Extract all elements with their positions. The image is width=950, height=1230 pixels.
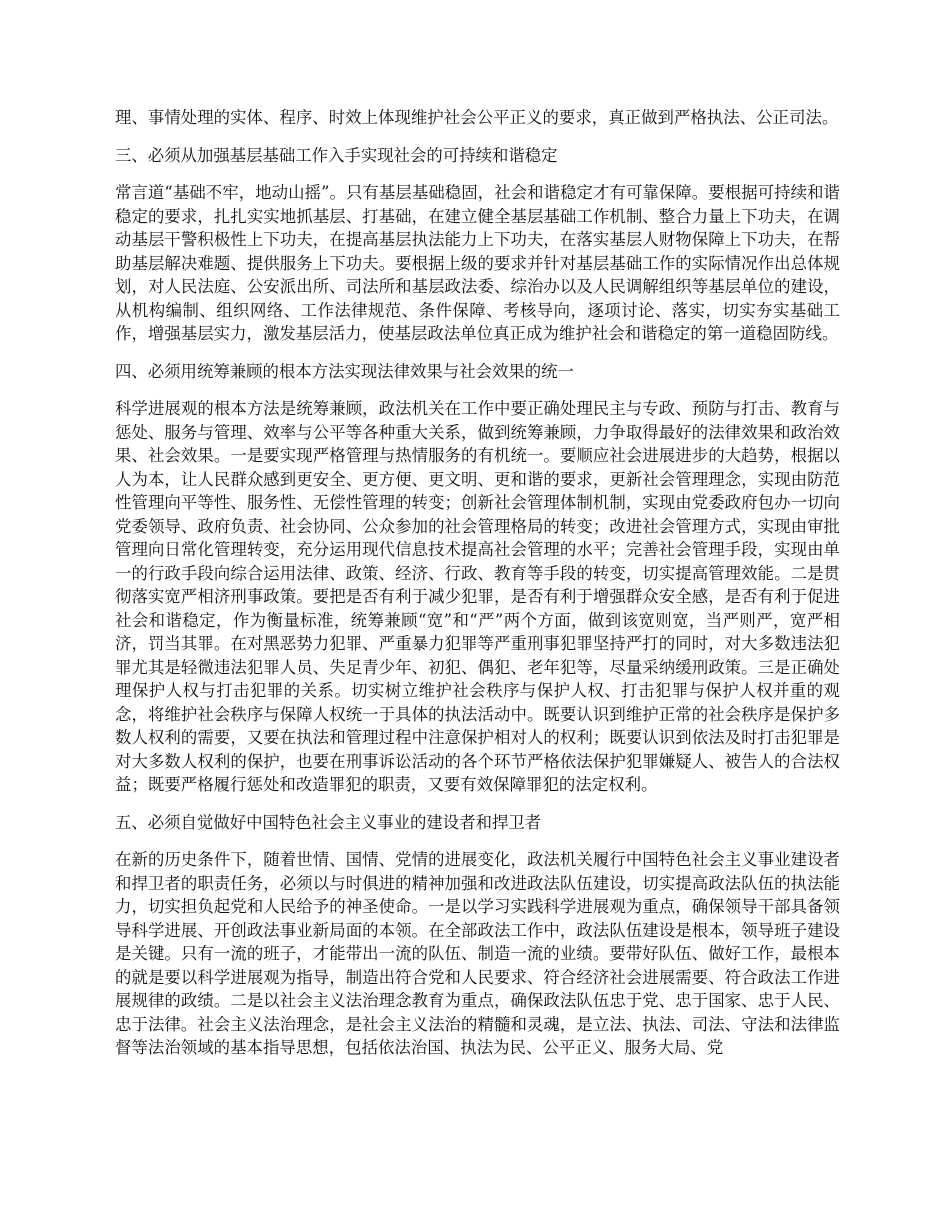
body-paragraph-4: 在新的历史条件下，随着世情、国情、党情的进展变化，政法机关履行中国特色社会主义事业建设者和捍卫者的职责任务，必须以与时俱进的精神加强和改进政法队伍建设，切实提高政法队伍的执法能力，切实担负起党和人民给予的神圣使命。一是以学习实践科学进展观为重点，确保领导干部具备领导科学进展、开创政法事业新局面的本领。在全部政法工作中，政法队伍建设是根本，领导班子建设是关键。只有一流的班子，才能带出一流的队伍、制造一流的业绩。要带好队伍、做好工作，最根本的就是要以科学进展观为指导，制造出符合党和人民要求、符合经济社会进展需要、符合政法工作进展规律的政绩。二是以社会主义法治理念教育为重点，确保政法队伍忠于党、忠于国家、忠于人民、忠于法律。社会主义法治理念，是社会主义法治的精髓和灵魂，是立法、执法、司法、守法和法律监督等法治领域的基本指导思想，包括依法治国、执法为民、公平正义、服务大局、党 [115, 850, 840, 1057]
body-paragraph-1: 理、事情处理的实体、程序、时效上体现维护社会公平正义的要求，真正做到严格执法、公正司法。 [115, 108, 839, 127]
section-heading-3: 三、必须从加强基层基础工作入手实现社会的可持续和谐稳定 [115, 145, 558, 165]
document-page [115, 106, 840, 1060]
section-heading-5: 五、必须自觉做好中国特色社会主义事业的建设者和捍卫者 [115, 812, 542, 832]
body-paragraph-2: 常言道“基础不牢，地动山摇”。只有基层基础稳固，社会和谐稳定才有可靠保障。要根据可持续和谐稳定的要求，扎扎实实地抓基层、打基础，在建立健全基层基础工作机制、整合力量上下功夫，在调动基层干警积极性上下功夫，在提高基层执法能力上下功夫，在落实基层人财物保障上下功夫，在帮助基层解决难题、提供服务上下功夫。要根据上级的要求并针对基层基础工作的实际情况作出总体规划，对人民法庭、公安派出所、司法所和基层政法委、综治办以及人民调解组织等基层单位的建设，从机构编制、组织网络、工作法律规范、条件保障、考核导向，逐项讨论、落实，切实夯实基础工作，增强基层实力，激发基层活力，使基层政法单位真正成为维护社会和谐稳定的第一道稳固防线。 [115, 183, 840, 343]
section-heading-4: 四、必须用统筹兼顾的根本方法实现法律效果与社会效果的统一 [115, 361, 574, 381]
body-paragraph-3: 科学进展观的根本方法是统筹兼顾，政法机关在工作中要正确处理民主与专政、预防与打击、教育与惩处、服务与管理、效率与公平等各种重大关系，做到统筹兼顾，力争取得最好的法律效果和政治效果、社会效果。一是要实现严格管理与热情服务的有机统一。要顺应社会进展进步的大趋势，根据以人为本，让人民群众感到更安全、更方便、更文明、更和谐的要求，更新社会管理理念，实现由防范性管理向平等性、服务性、无偿性管理的转变；创新社会管理体制机制，实现由党委政府包办一切向党委领导、政府负责、社会协同、公众参加的社会管理格局的转变；改进社会管理方式，实现由审批管理向日常化管理转变，充分运用现代信息技术提高社会管理的水平；完善社会管理手段，实现由单一的行政手段向综合运用法律、政策、经济、行政、教育等手段的转变，切实提高管理效能。二是贯彻落实宽严相济刑事政策。要把是否有利于减少犯罪，是否有利于增强群众安全感，是否有利于促进社会和谐稳定，作为衡量标准，统筹兼顾“宽”和“严”两个方面，做到该宽则宽，当严则严，宽严相济，罚当其罪。在对黑恶势力犯罪、严重暴力犯罪等严重刑事犯罪坚持严打的同时，对大多数违法犯罪尤其是轻微违法犯罪人员、失足青少年、初犯、偶犯、老年犯等，尽量采纳缓刑政策。三是正确处理保护人权与打击犯罪的关系。切实树立维护社会秩序与保护人权、打击犯罪与保护人权并重的观念，将维护社会秩序与保障人权统一于具体的执法活动中。既要认识到维护正常的社会秩序是保护多数人权利的需要，又要在执法和管理过程中注意保护相对人的权利；既要认识到依法及时打击犯罪是对大多数人权利的保护，也要在刑事诉讼活动的各个环节严格依法保护犯罪嫌疑人、被告人的合法权益；既要严格履行惩处和改造罪犯的职责，又要有效保障罪犯的法定权利。 [115, 399, 840, 794]
